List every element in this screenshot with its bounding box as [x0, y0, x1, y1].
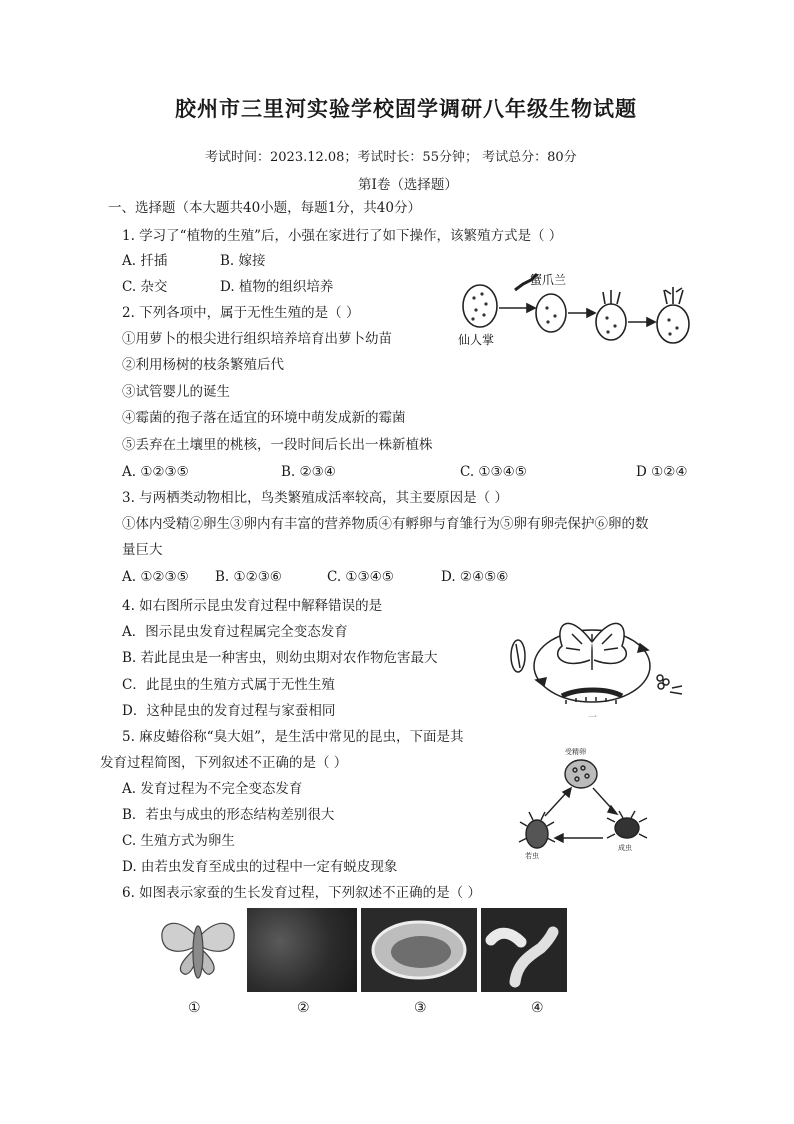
question-2-option-d: D ①②④ [636, 464, 688, 480]
figure-label-egg: 受精卵 [565, 748, 586, 756]
question-4-option-a: A．图示昆虫发育过程属完全变态发育 [122, 624, 348, 640]
question-5-option-a: A. 发育过程为不完全变态发育 [122, 781, 303, 797]
butterfly-lifecycle-figure [500, 604, 690, 722]
question-1-option-a: A. 扦插 [122, 253, 168, 269]
question-5-option-b: B．若虫与成虫的形态结构差别很大 [122, 807, 335, 823]
question-2-item: ⑤丢弃在土壤里的桃核，一段时间后长出一株新植株 [122, 437, 433, 453]
stink-bug-lifecycle-figure [515, 742, 665, 862]
question-2-stem: 2. 下列各项中，属于无性生殖的是（ ） [122, 305, 360, 321]
question-3-option-d: D. ②④⑤⑥ [441, 569, 509, 585]
question-1-stem: 1. 学习了“植物的生殖”后，小强在家进行了如下操作，该繁殖方式是（ ） [122, 228, 563, 244]
question-1-option-d: D. 植物的组织培养 [220, 279, 334, 295]
photo-caption-2: ② [297, 1000, 310, 1016]
question-2-item: ②利用杨树的枝条繁殖后代 [122, 357, 284, 373]
question-1-option-b: B. 嫁接 [220, 253, 266, 269]
question-2-item: ③试管婴儿的诞生 [122, 384, 230, 400]
figure-label-bottom: 仙人掌 [458, 333, 495, 347]
silkworm-larvae-photo [481, 908, 567, 992]
photo-caption-4: ④ [531, 1000, 544, 1016]
question-3-stem: 3. 与两栖类动物相比，鸟类繁殖成活率较高，其主要原因是（ ） [122, 490, 508, 506]
exam-info: 考试时间：2023.12.08；考试时长：55分钟； 考试总分：80分 [205, 150, 577, 165]
question-3-option-c: C. ①③④⑤ [327, 569, 394, 585]
figure-label-nymph: 若虫 [525, 852, 539, 860]
silkworm-eggs-photo [247, 908, 357, 992]
question-2-item: ①用萝卜的根尖进行组织培养培育出萝卜幼苗 [122, 331, 392, 347]
page-title: 胶州市三里河实验学校固学调研八年级生物试题 [175, 96, 637, 121]
question-5-option-d: D. 由若虫发育至成虫的过程中一定有蜕皮现象 [122, 859, 398, 875]
silkworm-cocoon-photo [361, 908, 477, 992]
question-3-option-b: B. ①②③⑥ [215, 569, 282, 585]
question-3-option-a: A. ①②③⑤ [122, 569, 189, 585]
question-5-stem-2: 发育过程简图，下列叙述不正确的是（ ） [100, 755, 348, 771]
question-3-line-2: 量巨大 [122, 542, 163, 558]
silkworm-moth-photo [152, 908, 244, 992]
svg-text:一: 一 [588, 713, 598, 723]
question-4-option-b: B. 若此昆虫是一种害虫，则幼虫期对农作物危害最大 [122, 650, 438, 666]
question-2-option-a: A. ①②③⑤ [122, 464, 189, 480]
question-5-stem-1: 5. 麻皮蝽俗称“臭大姐”，是生活中常见的昆虫，下面是其 [122, 729, 464, 745]
figure-label-top: 蟹爪兰 [530, 273, 567, 287]
question-3-line-1: ①体内受精②卵生③卵内有丰富的营养物质④有孵卵与育雏行为⑤卵有卵壳保护⑥卵的数 [122, 516, 649, 532]
figure-label-adult: 成虫 [618, 844, 632, 852]
section-heading: 一、选择题（本大题共40小题，每题1分，共40分） [108, 200, 421, 216]
question-2-item: ④霉菌的孢子落在适宜的环境中萌发成新的霉菌 [122, 410, 406, 426]
question-5-option-c: C. 生殖方式为卵生 [122, 833, 235, 849]
question-2-option-c: C. ①③④⑤ [460, 464, 527, 480]
question-4-option-c: C．此昆虫的生殖方式属于无性生殖 [122, 677, 335, 693]
question-6-stem: 6. 如图表示家蚕的生长发育过程，下列叙述不正确的是（ ） [122, 885, 481, 901]
question-1-option-c: C. 杂交 [122, 279, 168, 295]
volume-heading: 第Ⅰ卷（选择题） [358, 177, 458, 193]
question-4-option-d: D．这种昆虫的发育过程与家蚕相同 [122, 703, 336, 719]
grafting-figure [455, 268, 700, 350]
question-2-option-b: B. ②③④ [281, 464, 336, 480]
photo-caption-1: ① [188, 1000, 201, 1016]
question-4-stem: 4. 如右图所示昆虫发育过程中解释错误的是 [122, 598, 383, 614]
photo-caption-3: ③ [414, 1000, 427, 1016]
